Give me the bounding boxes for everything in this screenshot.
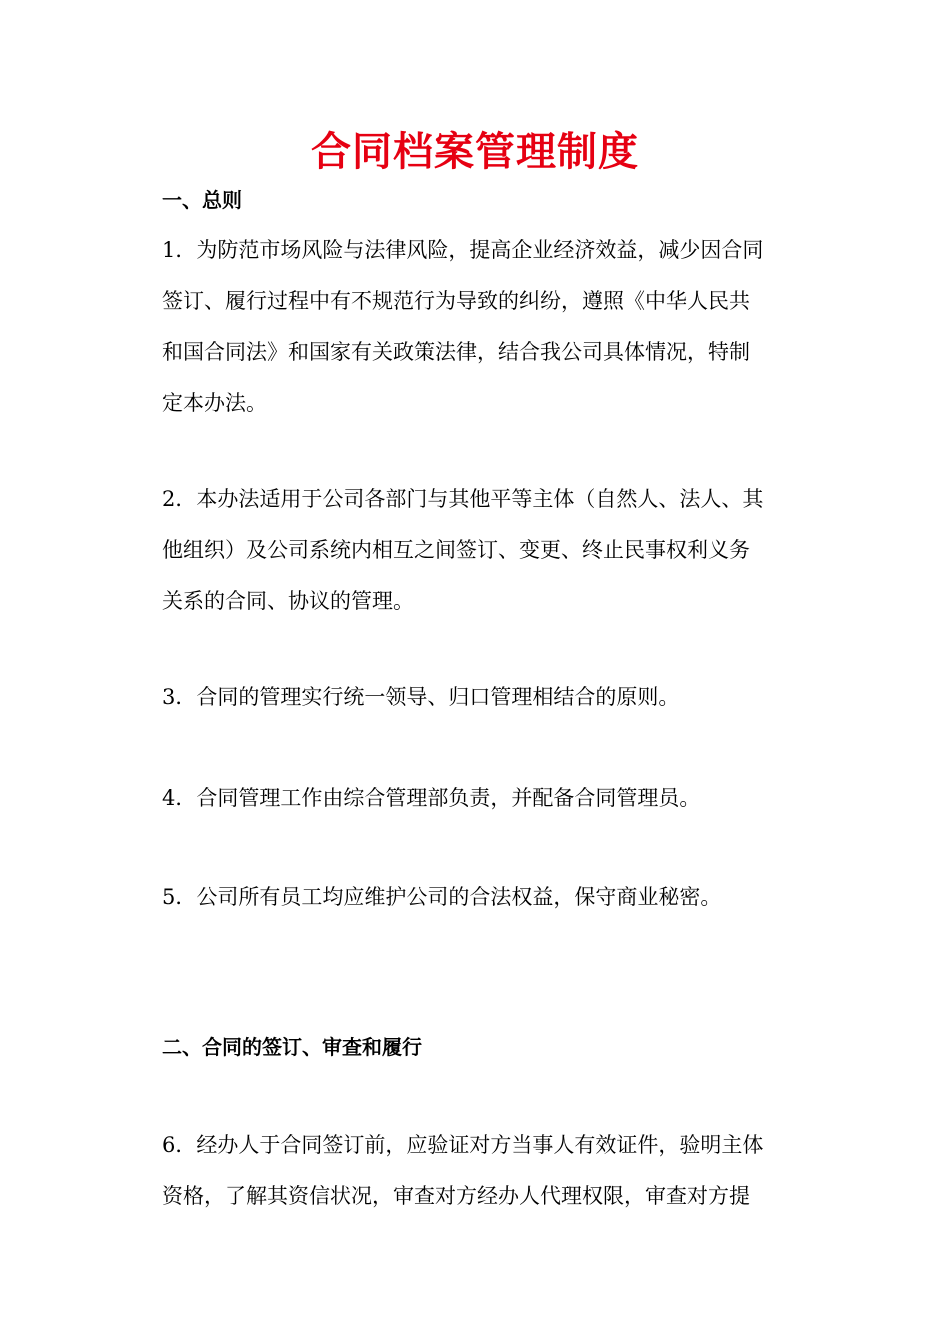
document-title: 合同档案管理制度: [311, 129, 639, 175]
paragraph-line: 关系的合同、协议的管理。: [162, 589, 414, 613]
paragraph-4: [162, 773, 802, 824]
paragraph-2: [162, 474, 802, 627]
paragraph-6: [162, 1120, 802, 1222]
paragraph-line: 4．合同管理工作由综合管理部负责，并配备合同管理员。: [162, 786, 701, 810]
paragraph-line: 3．合同的管理实行统一领导、归口管理相结合的原则。: [162, 685, 680, 709]
section-heading-general: 一、总则: [162, 188, 242, 212]
paragraph-line: 5．公司所有员工均应维护公司的合法权益，保守商业秘密。: [162, 885, 722, 909]
paragraph-line: 和国合同法》和国家有关政策法律，结合我公司具体情况，特制: [162, 340, 750, 364]
section-heading-signing: 二、合同的签订、审查和履行: [162, 1035, 422, 1059]
paragraph-line: 定本办法。: [162, 391, 267, 415]
paragraph-line: 资格，了解其资信状况，审查对方经办人代理权限，审查对方提: [162, 1184, 750, 1208]
paragraph-line: 6．经办人于合同签订前，应验证对方当事人有效证件，验明主体: [162, 1133, 764, 1157]
paragraph-3: [162, 672, 802, 723]
paragraph-line: 签订、履行过程中有不规范行为导致的纠纷，遵照《中华人民共: [162, 289, 750, 313]
paragraph-1: [162, 225, 802, 429]
paragraph-line: 1．为防范市场风险与法律风险，提高企业经济效益，减少因合同: [162, 238, 764, 262]
paragraph-line: 2．本办法适用于公司各部门与其他平等主体（自然人、法人、其: [162, 487, 764, 511]
paragraph-line: 他组织）及公司系统内相互之间签订、变更、终止民事权利义务: [162, 538, 750, 562]
paragraph-5: [162, 872, 802, 923]
